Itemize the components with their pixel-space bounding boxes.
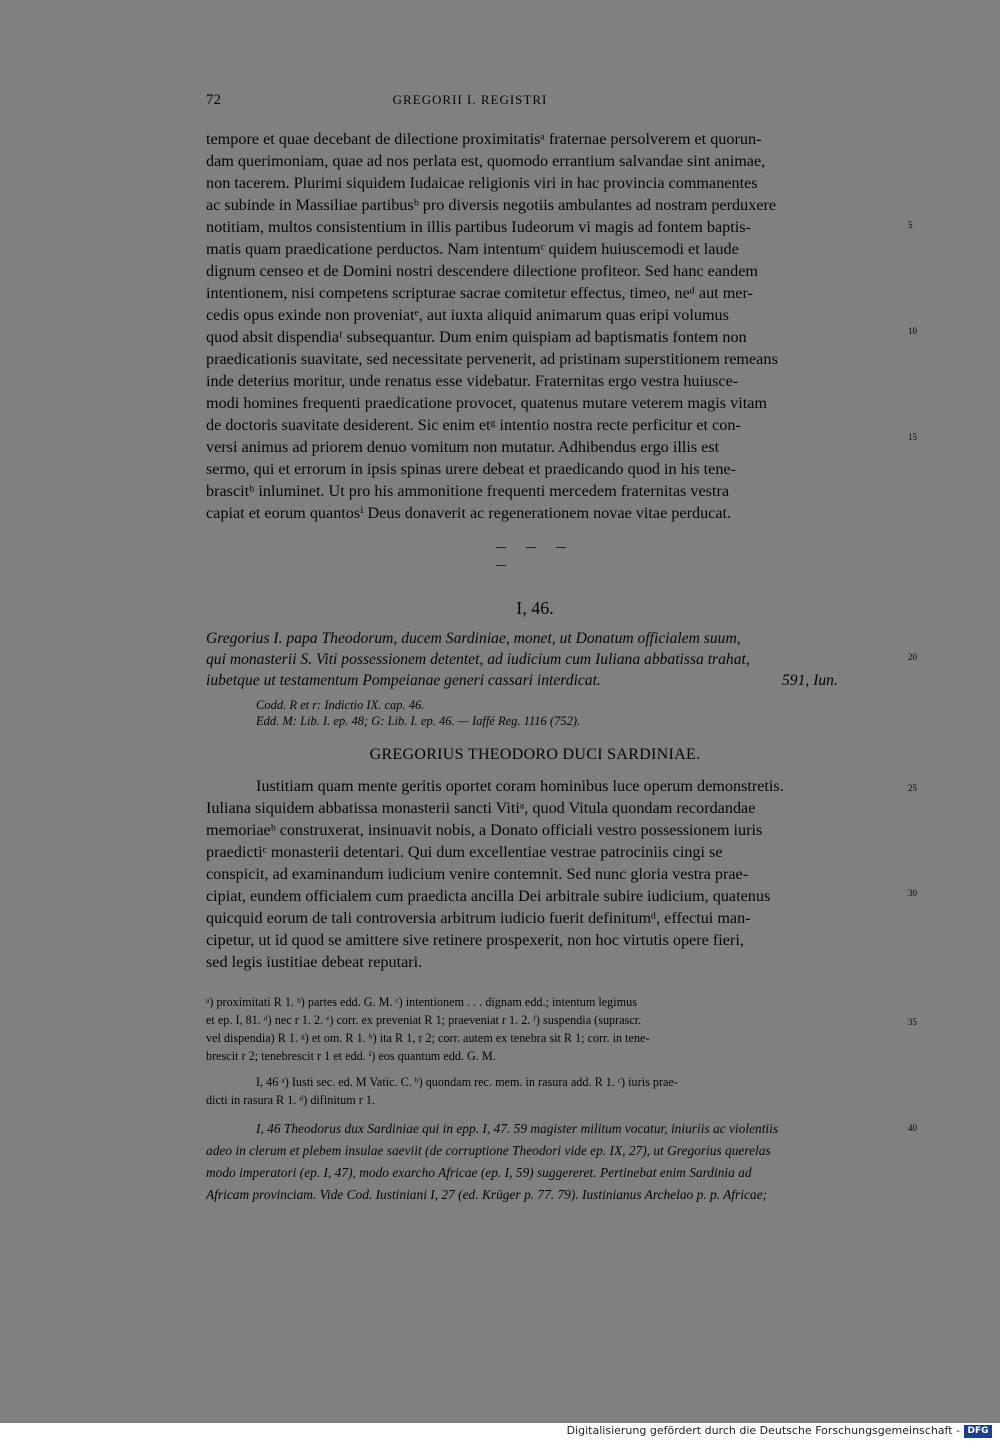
text-line: de doctoris suavitate desiderent. Sic enim etᵍ intentio nostra recte perficitur et con- [206, 416, 741, 434]
footnote-line: ᵃ) proximitati R 1. ᵇ) partes edd. G. M. ᶜ) intentionem . . . dignam edd.; intentum legimus [206, 995, 637, 1009]
text-line: quicquid eorum de tali controversia arbitrum iudicio fuerit definitumᵈ, effectui man- [206, 909, 751, 927]
text-line: inde deterius moritur, unde renatus esse videbatur. Fraternitas ergo vestra huiusce- [206, 372, 739, 390]
text-line: brascitʰ inluminet. Ut pro his ammonitione frequenti mercedem fraternitas vestra [206, 482, 730, 500]
text-line: sermo, qui et errorum in ipsis spinas urere debeat et praedicando quod in his tene- [206, 460, 736, 478]
commentary-line: I, 46 Theodorus dux Sardiniae qui in epp. I, 47. 59 magister militum vocatur, iniuriis ac violentiis [256, 1121, 779, 1136]
codices-note: Codd. R et r: Indictio IX. cap. 46. [256, 698, 425, 712]
text-line: sed legis iustitiae debeat reputari. [206, 953, 423, 971]
text-line: ac subinde in Massiliae partibusᵇ pro diversis negotiis ambulantes ad nostram perduxere [206, 196, 777, 214]
line-number: 35 [908, 1017, 917, 1027]
running-title: GREGORII I. REGISTRI [392, 92, 548, 107]
letter-number-heading: I, 46. [516, 598, 554, 618]
text-line: cipetur, ut id quod se amittere sive retinere prospexerit, non hoc virtutis opere fieri, [206, 931, 744, 949]
footer-credit: Digitalisierung gefördert durch die Deutsche Forschungsgemeinschaft - [566, 1424, 960, 1437]
text-line: matis quam praedicatione perductos. Nam intentumᶜ quidem huiuscemodi et laude [206, 240, 739, 258]
line-number: 20 [908, 652, 917, 662]
footnote-line: I, 46 ᵃ) Iusti sec. ed. M Vatic. C. ᵇ) quondam rec. mem. in rasura add. R 1. ᶜ) iuris prae- [256, 1075, 678, 1089]
text-line: modi homines frequenti praedicatione provocet, quatenus mutare veterem magis vitam [206, 394, 767, 412]
footnote-line: et ep. I, 81. ᵈ) nec r 1. 2. ᵉ) corr. ex preveniat R 1; praeveniat r 1. 2. ᶠ) suspendia (suprascr. [206, 1013, 642, 1027]
text-line: quod absit dispendiaᶠ subsequantur. Dum enim quispiam ad baptismatis fontem non [206, 328, 747, 346]
dfg-logo: DFG [964, 1425, 992, 1438]
line-number: 30 [908, 888, 917, 898]
footnote-line: vel dispendia) R 1. ᵍ) et om. R 1. ʰ) ita R 1, r 2; corr. autem ex tenebra sit R 1; corr. in tene- [206, 1031, 650, 1045]
commentary-line: modo imperatori (ep. I, 47), modo exarcho Africae (ep. I, 59) suggereret. Pertinebat enim Sardinia ad [206, 1165, 752, 1180]
text-line: versi animus ad priorem denuo vomitum non mutatur. Adhibendus ergo illis est [206, 438, 720, 456]
text-line: tempore et quae decebant de dilectione proximitatisᵃ fraternae persolverem et quorun- [206, 130, 762, 148]
line-number: 10 [908, 326, 917, 336]
section-divider [496, 547, 600, 549]
page-number: 72 [206, 92, 221, 108]
text-line: praedictiᶜ monasterii detentari. Qui dum excellentiae vestrae patrociniis cingi se [206, 843, 723, 861]
commentary-line: Africam provinciam. Vide Cod. Iustiniani I, 27 (ed. Krüger p. 77. 79). Iustinianus Archelao p. p. Africae; [206, 1187, 767, 1202]
text-line: memoriaeᵇ construxerat, insinuavit nobis, a Donato officiali vestro possessionem iuris [206, 821, 763, 839]
text-line: Iuliana siquidem abbatissa monasterii sancti Vitiᵃ, quod Vitula quondam recordandae [206, 799, 756, 817]
footnote-line: brescit r 2; tenebrescit r 1 et edd. ⁱ) eos quantum edd. G. M. [206, 1049, 496, 1063]
letter-address: GREGORIUS THEODORO DUCI SARDINIAE. [369, 746, 701, 763]
text-line: cipiat, eundem officialem cum praedicta ancilla Dei arbitrale subire iudicium, quatenus [206, 887, 771, 905]
text-line: dignum censeo et de Domini nostri descendere dilectione profiteor. Sed hanc eandem [206, 262, 758, 280]
summary-line: Gregorius I. papa Theodorum, ducem Sardiniae, monet, ut Donatum officialem suum, [206, 630, 741, 647]
editions-note: Edd. M: Lib. I. ep. 48; G: Lib. I. ep. 46. — Iaffé Reg. 1116 (752). [256, 714, 581, 728]
line-number: 15 [908, 432, 917, 442]
line-number: 5 [908, 220, 913, 230]
line-number: 40 [908, 1123, 917, 1133]
text-line: capiat et eorum quantosⁱ Deus donaverit ac regenerationem novae vitae perducat. [206, 504, 732, 522]
text-line: dam querimoniam, quae ad nos perlata est, quomodo errantium salvandae sint animae, [206, 152, 766, 170]
line-number: 25 [908, 783, 917, 793]
text-line: praedicationis suavitate, sed necessitate pervenerit, ad pristinam superstitionem remeans [206, 350, 778, 368]
text-line: conspicit, ad examinandum iudicium venire contemnit. Sed nunc gloria vestra prae- [206, 865, 749, 883]
text-line: Iustitiam quam mente geritis oportet coram hominibus luce operum demonstretis. [256, 777, 784, 795]
text-line: notitiam, multos consistentium in illis partibus Iudeorum vi magis ad fontem baptis- [206, 218, 751, 236]
text-line: non tacerem. Plurimi siquidem Iudaicae religionis viri in hac provincia commanentes [206, 174, 758, 192]
footnote-line: dicti in rasura R 1. ᵈ) difinitum r 1. [206, 1093, 375, 1107]
text-line: intentionem, nisi competens scripturae sacrae comitetur effectus, timeo, neᵈ aut mer- [206, 284, 753, 302]
commentary-line: adeo in clerum et plebem insulae saeviit (de corruptione Theodori vide ep. IX, 27), ut Gregorius querelas [206, 1143, 771, 1158]
summary-line: iubetque ut testamentum Pompeianae generi cassari interdicat. [206, 672, 601, 689]
letter-date: 591, Iun. [782, 672, 838, 689]
text-line: cedis opus exinde non proveniatᵉ, aut iuxta aliquid animarum quas eripi volumus [206, 306, 729, 324]
summary-line: qui monasterii S. Viti possessionem detentet, ad iudicium cum Iuliana abbatissa trahat, [206, 651, 750, 668]
